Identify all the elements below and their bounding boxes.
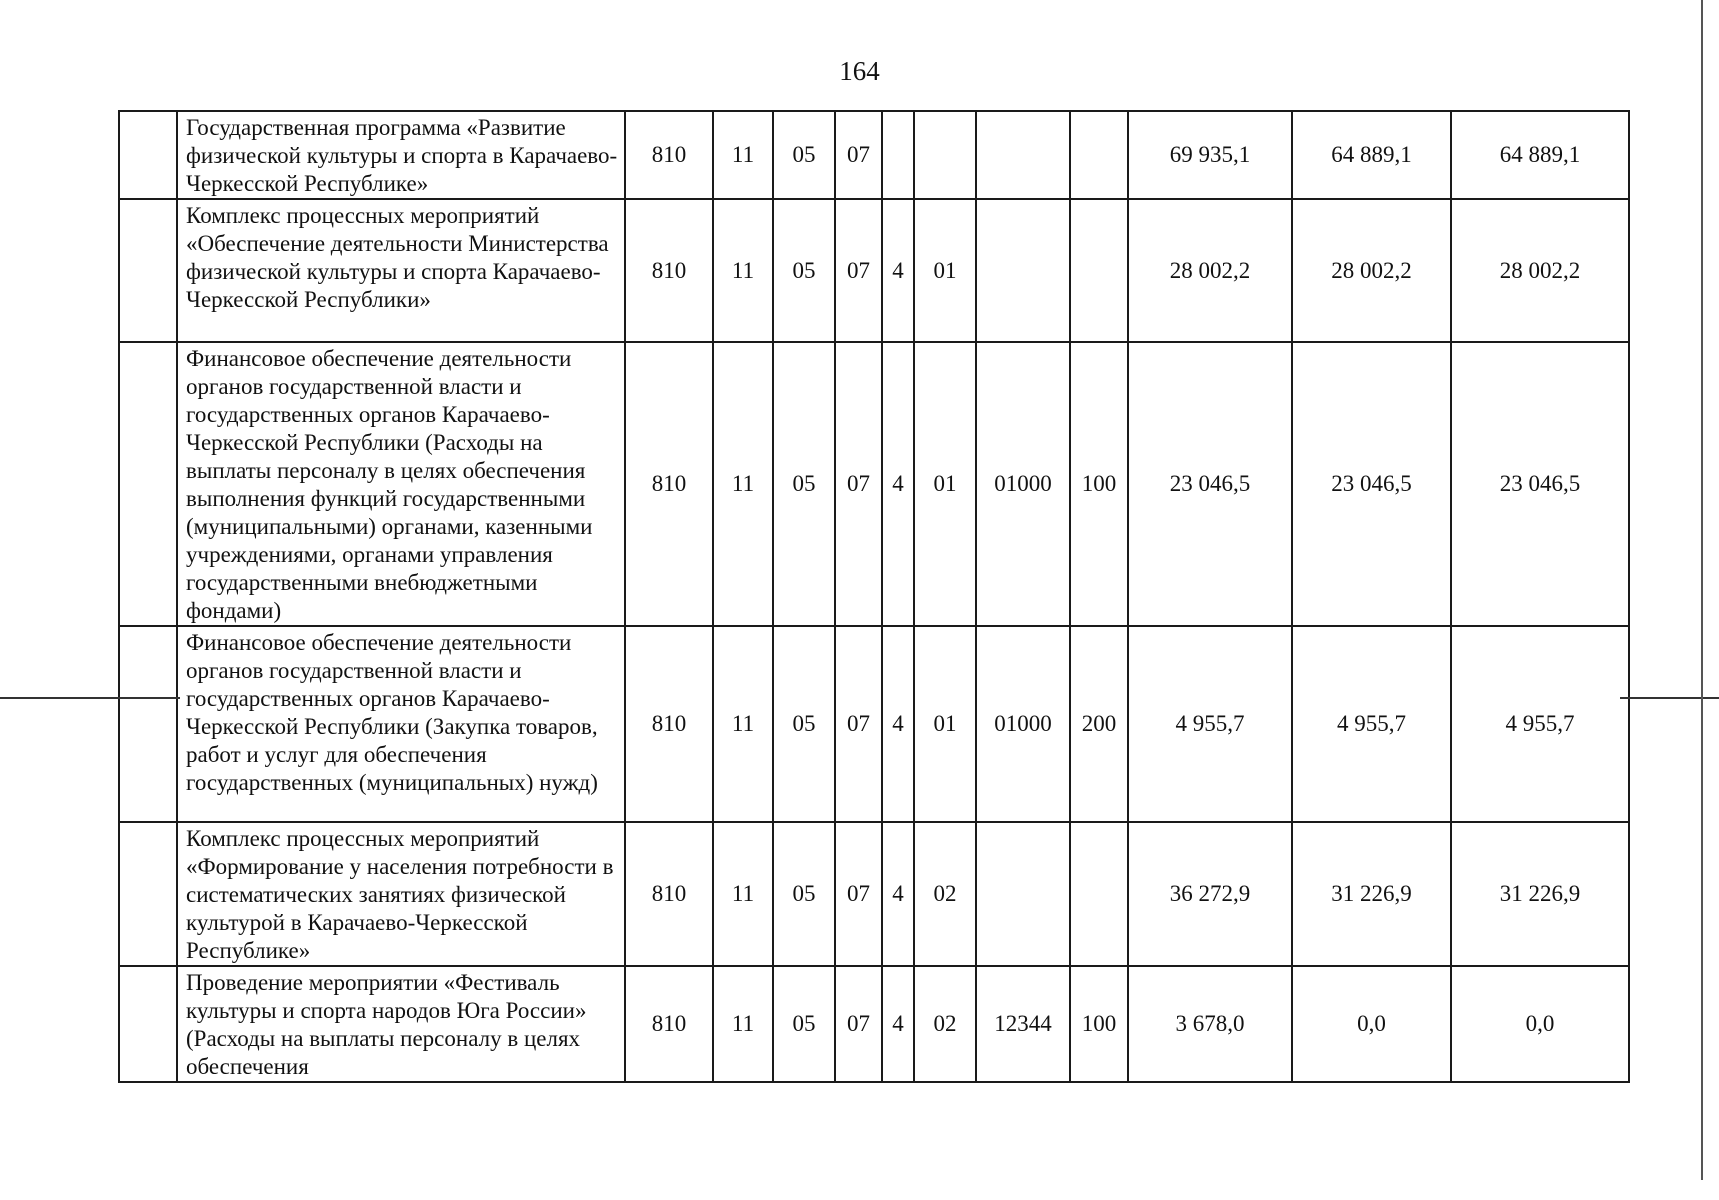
section-code: 11 (713, 111, 773, 199)
page-number: 164 (839, 56, 880, 86)
target-code (976, 822, 1070, 966)
amount-year-3: 31 226,9 (1451, 822, 1629, 966)
row-index (119, 199, 177, 342)
amount-year-2: 31 226,9 (1292, 822, 1451, 966)
target-code (976, 199, 1070, 342)
event-code: 02 (914, 966, 976, 1082)
row-index (119, 342, 177, 626)
program-code: 07 (835, 342, 882, 626)
section-code: 11 (713, 199, 773, 342)
table-row (119, 966, 1629, 1082)
table-row (119, 342, 1629, 626)
table-row (119, 111, 1629, 199)
row-description: Финансовое обеспечение деятельности органов государственной власти и государственных органов Карачаево-Черкесской Республики (Расходы на выплаты персоналу в целях обеспечения выполнения функций государственными (муниципальными) органами, казенными учреждениями, органами управления государственными внебюджетными фондами) (177, 342, 625, 626)
amount-year-1: 36 272,9 (1128, 822, 1292, 966)
amount-year-3: 0,0 (1451, 966, 1629, 1082)
subprogram-code: 4 (882, 966, 914, 1082)
scan-fold-line-left (0, 697, 180, 699)
subsection-code: 05 (773, 626, 835, 822)
amount-year-2: 4 955,7 (1292, 626, 1451, 822)
subprogram-code: 4 (882, 822, 914, 966)
ministry-code: 810 (625, 342, 713, 626)
program-code: 07 (835, 966, 882, 1082)
table-row (119, 199, 1629, 342)
expense-type-code (1070, 822, 1128, 966)
ministry-code: 810 (625, 199, 713, 342)
subsection-code: 05 (773, 111, 835, 199)
event-code (914, 111, 976, 199)
table-row (119, 822, 1629, 966)
scan-edge-line (1701, 0, 1703, 1180)
section-code: 11 (713, 966, 773, 1082)
row-index (119, 822, 177, 966)
program-code: 07 (835, 111, 882, 199)
subsection-code: 05 (773, 822, 835, 966)
amount-year-1: 3 678,0 (1128, 966, 1292, 1082)
row-description: Государственная программа «Развитие физической культуры и спорта в Карачаево-Черкесской Республике» (177, 111, 625, 199)
amount-year-2: 28 002,2 (1292, 199, 1451, 342)
program-code: 07 (835, 822, 882, 966)
subsection-code: 05 (773, 342, 835, 626)
section-code: 11 (713, 822, 773, 966)
row-description: Комплекс процессных мероприятий «Формирование у населения потребности в систематических занятиях физической культурой в Карачаево-Черкесской Республике» (177, 822, 625, 966)
amount-year-3: 28 002,2 (1451, 199, 1629, 342)
row-index (119, 111, 177, 199)
subprogram-code: 4 (882, 199, 914, 342)
amount-year-2: 23 046,5 (1292, 342, 1451, 626)
target-code: 01000 (976, 342, 1070, 626)
row-description: Финансовое обеспечение деятельности органов государственной власти и государственных органов Карачаево-Черкесской Республики (Закупка товаров, работ и услуг для обеспечения государственных (муниципальных) нужд) (177, 626, 625, 822)
event-code: 02 (914, 822, 976, 966)
subprogram-code (882, 111, 914, 199)
target-code (976, 111, 1070, 199)
amount-year-1: 69 935,1 (1128, 111, 1292, 199)
row-description: Проведение мероприятии «Фестиваль культуры и спорта народов Юга России» (Расходы на выплаты персоналу в целях обеспечения (177, 966, 625, 1082)
budget-table (118, 110, 1630, 1083)
ministry-code: 810 (625, 626, 713, 822)
subsection-code: 05 (773, 966, 835, 1082)
event-code: 01 (914, 199, 976, 342)
amount-year-3: 4 955,7 (1451, 626, 1629, 822)
expense-type-code: 200 (1070, 626, 1128, 822)
ministry-code: 810 (625, 966, 713, 1082)
amount-year-3: 23 046,5 (1451, 342, 1629, 626)
subprogram-code: 4 (882, 342, 914, 626)
amount-year-1: 28 002,2 (1128, 199, 1292, 342)
expense-type-code (1070, 199, 1128, 342)
section-code: 11 (713, 626, 773, 822)
amount-year-2: 0,0 (1292, 966, 1451, 1082)
event-code: 01 (914, 342, 976, 626)
row-description: Комплекс процессных мероприятий «Обеспечение деятельности Министерства физической культуры и спорта Карачаево-Черкесской Республики» (177, 199, 625, 342)
table-row (119, 626, 1629, 822)
scan-fold-line-right (1620, 697, 1719, 699)
amount-year-2: 64 889,1 (1292, 111, 1451, 199)
row-index (119, 626, 177, 822)
event-code: 01 (914, 626, 976, 822)
subsection-code: 05 (773, 199, 835, 342)
ministry-code: 810 (625, 111, 713, 199)
program-code: 07 (835, 199, 882, 342)
expense-type-code: 100 (1070, 966, 1128, 1082)
amount-year-1: 23 046,5 (1128, 342, 1292, 626)
row-index (119, 966, 177, 1082)
ministry-code: 810 (625, 822, 713, 966)
target-code: 12344 (976, 966, 1070, 1082)
expense-type-code (1070, 111, 1128, 199)
amount-year-1: 4 955,7 (1128, 626, 1292, 822)
target-code: 01000 (976, 626, 1070, 822)
expense-type-code: 100 (1070, 342, 1128, 626)
subprogram-code: 4 (882, 626, 914, 822)
section-code: 11 (713, 342, 773, 626)
program-code: 07 (835, 626, 882, 822)
amount-year-3: 64 889,1 (1451, 111, 1629, 199)
